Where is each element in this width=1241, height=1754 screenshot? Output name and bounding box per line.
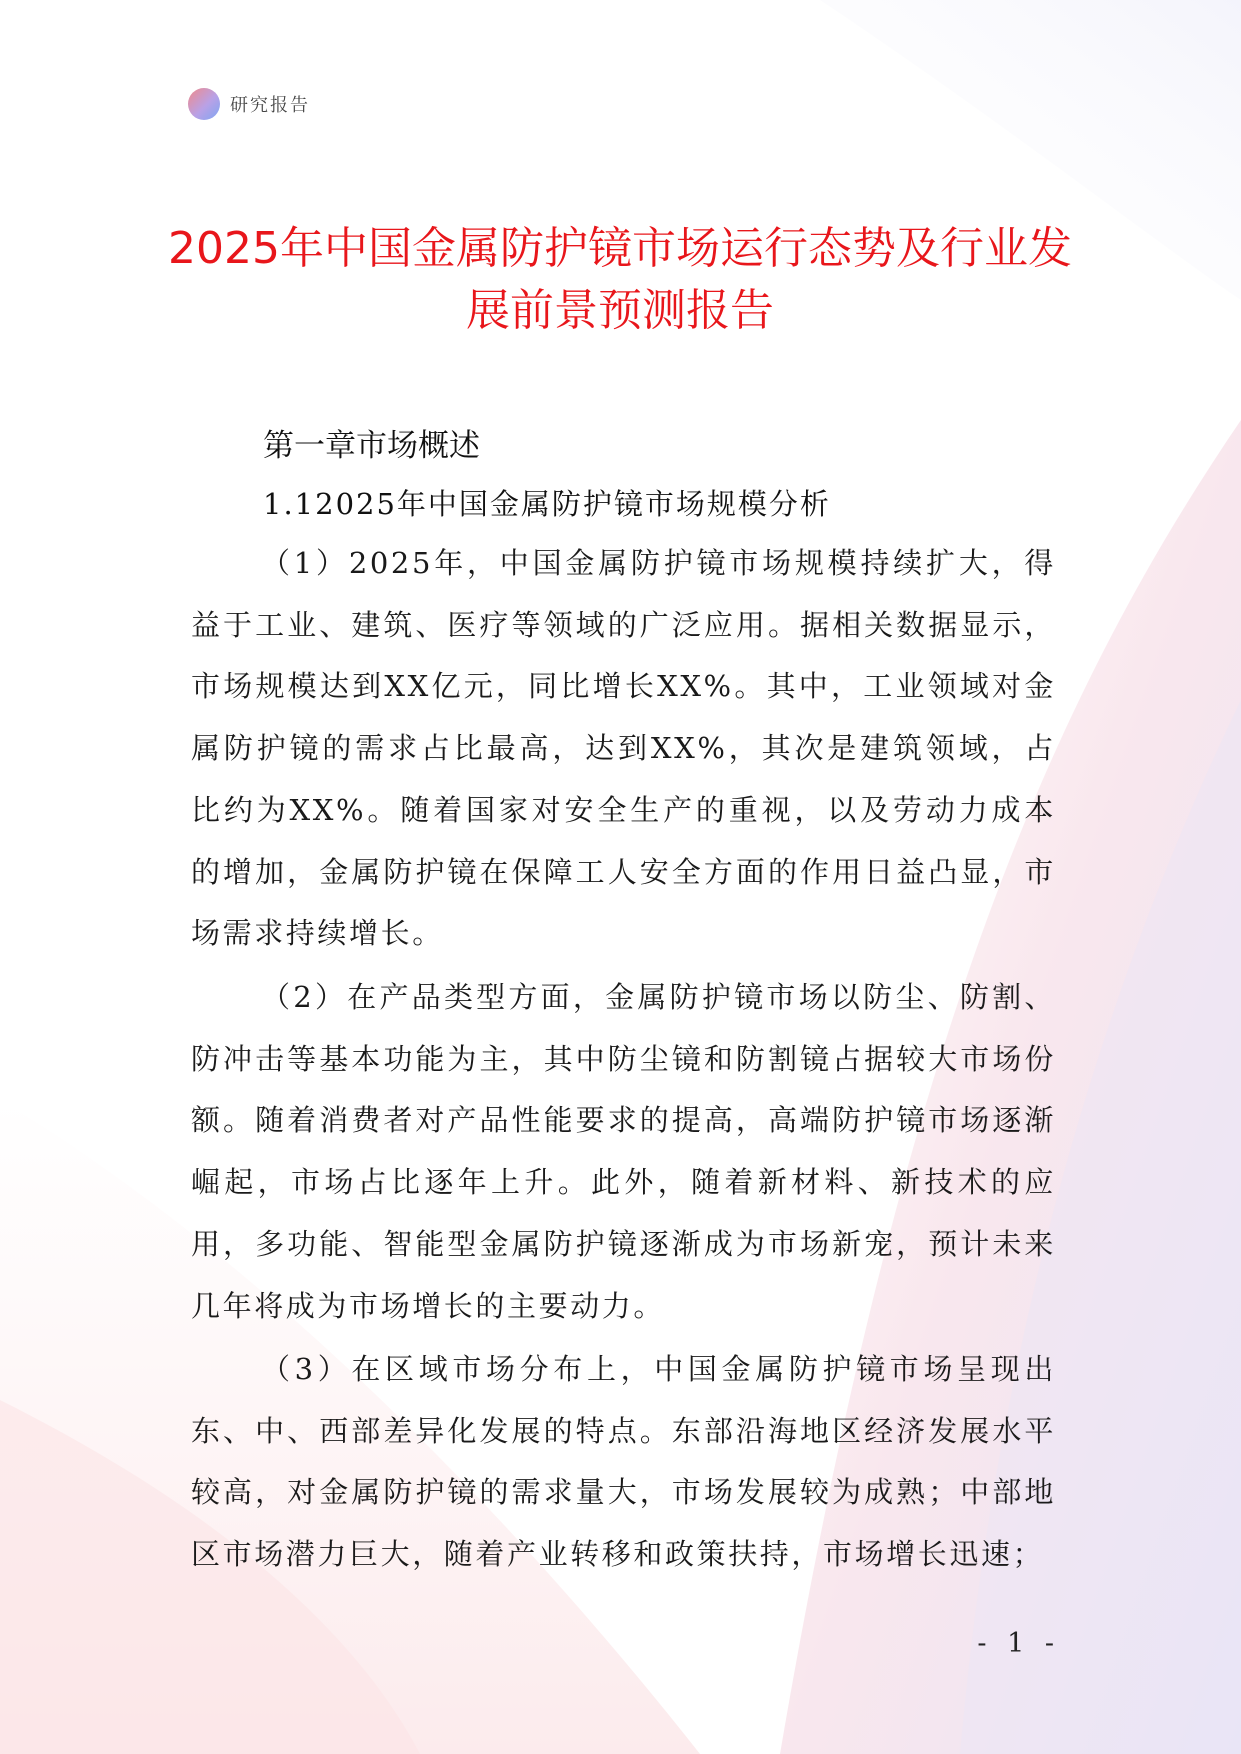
page-number: - 1 - [977, 1628, 1060, 1659]
report-title: 2025年中国金属防护镜市场运行态势及行业发展前景预测报告 [168, 223, 1072, 336]
header-label: 研究报告 [230, 95, 310, 116]
paragraph-2: （2）在产品类型方面，金属防护镜市场以防尘、防割、防冲击等基本功能为主，其中防尘镜和防割镜占据较大市场份额。随着消费者对产品性能要求的提高，高端防护镜市场逐渐崛起，市场占比逐年上升。此外，随着新材料、新技术的应用，多功能、智能型金属防护镜逐渐成为市场新宠，预计未来几年将成为市场增长的主要动力。 [191, 980, 1056, 1323]
paragraph-1: （1）2025年，中国金属防护镜市场规模持续扩大，得益于工业、建筑、医疗等领域的广泛应用。据相关数据显示，市场规模达到XX亿元，同比增长XX%。其中，工业领域对金属防护镜的需求占比最高，达到XX%，其次是建筑领域，占比约为XX%。随着国家对安全生产的重视，以及劳动力成本的增加，金属防护镜在保障工人安全方面的作用日益凸显，市场需求持续增长。 [191, 546, 1056, 951]
chapter-heading: 第一章市场概述 [263, 428, 480, 464]
paragraph-3: （3）在区域市场分布上，中国金属防护镜市场呈现出东、中、西部差异化发展的特点。东部沿海地区经济发展水平较高，对金属防护镜的需求量大，市场发展较为成熟；中部地区市场潜力巨大，随着产业转移和政策扶持，市场增长迅速； [191, 1352, 1056, 1572]
report-header [188, 88, 310, 120]
section-heading: 1.12025年中国金属防护镜市场规模分析 [263, 487, 831, 521]
logo-circle-icon [188, 88, 220, 120]
